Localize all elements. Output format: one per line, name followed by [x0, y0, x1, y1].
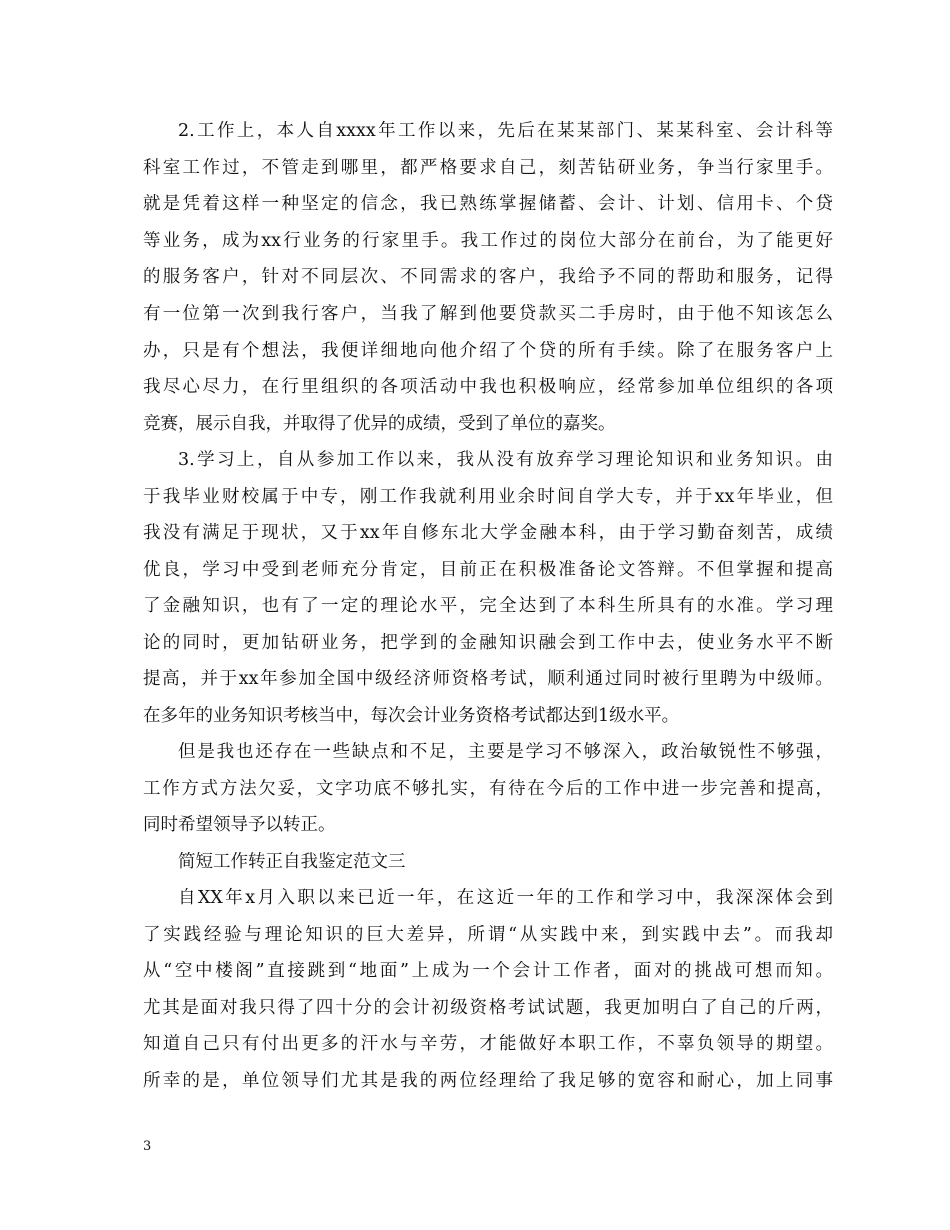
text-line: 了实践经验与理论知识的巨大差异，所谓“从实践中来，到实践中去”。而我却	[143, 925, 833, 945]
text-line: 的服务客户，针对不同层次、不同需求的客户，我给予不同的帮助和服务，记得	[143, 267, 833, 287]
section-heading: 简短工作转正自我鉴定范文三	[178, 852, 406, 872]
text-line: 提高，并于xx年参加全国中级经济师资格考试，顺利通过同时被行里聘为中级师。	[143, 669, 833, 689]
text-line: 3.学习上，自从参加工作以来，我从没有放弃学习理论知识和业务知识。由	[178, 450, 833, 470]
text-line: 知道自己只有付出更多的汗水与辛劳，才能做好本职工作，不辜负领导的期望。	[143, 1034, 833, 1054]
text-line: 自XX年x月入职以来已近一年，在这近一年的工作和学习中，我深深体会到	[178, 888, 833, 908]
page-number: 3	[143, 1139, 152, 1154]
text-line: 优良，学习中受到老师充分肯定，目前正在积极准备论文答辩。不但掌握和提高	[143, 560, 833, 580]
text-line: 有一位第一次到我行客户，当我了解到他要贷款买二手房时，由于他不知该怎么	[143, 304, 833, 324]
text-line: 等业务，成为xx行业务的行家里手。我工作过的岗位大部分在前台，为了能更好	[143, 231, 833, 251]
text-line: 从“空中楼阁”直接跳到“地面”上成为一个会计工作者，面对的挑战可想而知。	[143, 961, 833, 981]
text-line: 但是我也还存在一些缺点和不足，主要是学习不够深入，政治敏锐性不够强，	[178, 742, 833, 762]
text-line: 办，只是有个想法，我便详细地向他介绍了个贷的所有手续。除了在服务客户上	[143, 341, 833, 361]
text-line: 竞赛，展示自我，并取得了优异的成绩，受到了单位的嘉奖。	[143, 414, 616, 434]
text-line: 所幸的是，单位领导们尤其是我的两位经理给了我足够的宽容和耐心，加上同事	[143, 1071, 833, 1091]
text-line: 工作方式方法欠妥，文字功底不够扎实，有待在今后的工作中进一步完善和提高，	[143, 779, 833, 799]
text-line: 同时希望领导予以转正。	[143, 815, 336, 835]
text-line: 2.工作上，本人自xxxx年工作以来，先后在某某部门、某某科室、会计科等	[178, 121, 833, 141]
text-line: 我尽心尽力，在行里组织的各项活动中我也积极响应，经常参加单位组织的各项	[143, 377, 833, 397]
text-line: 我没有满足于现状，又于xx年自修东北大学金融本科，由于学习勤奋刻苦，成绩	[143, 523, 833, 543]
text-line: 论的同时，更加钻研业务，把学到的金融知识融会到工作中去，使业务水平不断	[143, 633, 833, 653]
text-line: 了金融知识，也有了一定的理论水平，完全达到了本科生所具有的水准。学习理	[143, 596, 833, 616]
text-line: 于我毕业财校属于中专，刚工作我就利用业余时间自学大专，并于xx年毕业，但	[143, 487, 833, 507]
text-line: 就是凭着这样一种坚定的信念，我已熟练掌握储蓄、会计、计划、信用卡、个贷	[143, 194, 833, 214]
text-line: 尤其是面对我只得了四十分的会计初级资格考试试题，我更加明白了自己的斤两，	[143, 998, 833, 1018]
text-line: 在多年的业务知识考核当中，每次会计业务资格考试都达到1级水平。	[143, 706, 680, 726]
text-line: 科室工作过，不管走到哪里，都严格要求自己，刻苦钻研业务，争当行家里手。	[143, 158, 833, 178]
